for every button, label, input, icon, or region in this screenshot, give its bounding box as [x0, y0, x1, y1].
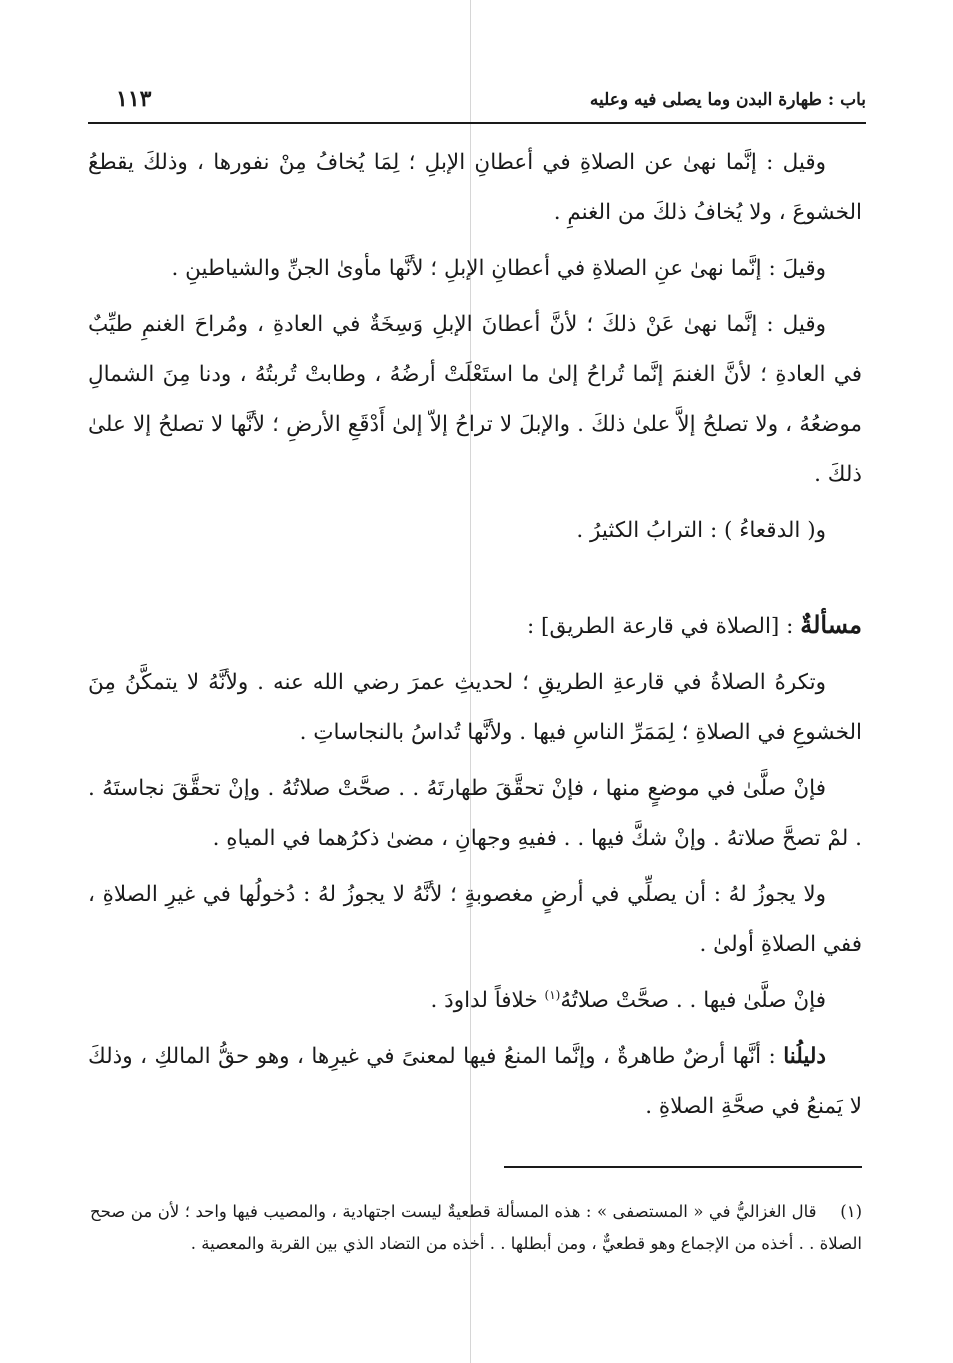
paragraph-8-text: فإنْ صلَّىٰ فيها . . صحَّتْ صلاتُهُ [560, 988, 826, 1013]
paragraph-8-tail: خلافاً لداودَ . [430, 988, 545, 1013]
paragraph-5: وتكرهُ الصلاةُ في قارعةِ الطريقِ ؛ لحديثِ عمرَ رضي الله عنه . ولأنَّهُ لا يتمكَّنُ مِنَ الخشوعِ في الصلاةِ ؛ لِمَمَرِّ الناسِ فيها . ولأنَّها تُداسُ بالنجاساتِ . [88, 670, 862, 745]
paragraph-1: وقيل : إنَّما نهىٰ عن الصلاةِ في أعطانِ الإبلِ ؛ لِمَا يُخافُ مِنْ نفورها ، وذلكَ يقطعُ الخشوعَ ، ولا يُخافُ ذلكَ من الغنمِ . [88, 150, 862, 225]
paragraph-7: ولا يجوزُ لهُ : أن يصلِّي في أرضٍ مغصوبةٍ ؛ لأنَّهُ لا يجوزُ لهُ : دُخولُها في غيرِ الصلاةِ ، ففي الصلاةِ أولىٰ . [88, 882, 862, 957]
page-header [88, 82, 866, 122]
masala-title: : [الصلاة في قارعة الطريق] : [526, 614, 794, 639]
page-number: ١١٣ [116, 86, 152, 112]
header-rule [88, 122, 866, 124]
footnote-text: قال الغزاليُّ في « المستصفى » : هذه المسألة قطعيةٌ ليست اجتهادية ، والمصيب فيها واحد ؛ لأن من صحح الصلاة . . أخذه من الإجماع وهو قطعيٌّ ، ومن أبطلها . . أخذه من التضاد الذي بين القربة والمعصية . [90, 1202, 862, 1253]
paragraph-9-text: : أنَّها أرضٌ طاهرةٌ ، وإنَّما المنعُ فيها لمعنىً في غيرِها ، وهو حقُّ المالكِ ، وذلكَ لا يَمنعُ في صحَّةِ الصلاةِ . [88, 1044, 862, 1119]
paragraph-4: و( الدقعاءُ ) : الترابُ الكثيرُ . [576, 518, 826, 543]
paragraph-6: فإنْ صلَّىٰ في موضعٍ منها ، فإنْ تحقَّقَ طهارتَهُ . . صحَّتْ صلاتُهُ . وإنْ تحقَّقَ نجاستَهُ . . لمْ تصحَّ صلاتهُ . وإنْ شكَّ فيها . . ففيهِ وجهانِ ، مضىٰ ذكرُهما في المياهِ . [88, 776, 862, 851]
footnote-rule [504, 1166, 862, 1168]
chapter-title: باب : طهارة البدن وما يصلى فيه وعليه [589, 90, 866, 110]
paragraph-9 [88, 1032, 862, 1132]
footnote [90, 1196, 862, 1260]
footnote-number: (١) [840, 1202, 862, 1221]
paragraph-3: وقيل : إنَّما نهىٰ عَنْ ذلكَ ؛ لأنَّ أعطانَ الإبلِ وَسِخَةٌ في العادةِ ، ومُراحَ الغنمِ طيِّبٌ في العادةِ ؛ لأنَّ الغنمَ إنَّما تُراحُ إلىٰ ما استَعْلَتْ أرضُهُ ، وطابتْ تُربتُهُ ، ودنا مِنَ الشمالِ موضعُهُ ، ولا تصلحُ إلاَّ علىٰ ذلكَ . والإبلَ لا تراحُ إلاّ إلىٰ أَدْقَعِ الأرضِ ؛ لأنَّها لا تصلحُ إلا علىٰ ذلكَ . [88, 312, 862, 487]
paragraph-8 [88, 976, 862, 1026]
masala-keyword: مسألةٌ [800, 610, 862, 639]
footnote-marker[interactable]: (١) [544, 987, 561, 1002]
main-text [88, 138, 862, 1138]
dalil-label: دليلُنا [783, 1044, 826, 1069]
paragraph-2: وقيلَ : إنَّما نهىٰ عنِ الصلاةِ في أعطانِ الإبلِ ؛ لأنَّها مأوىٰ الجنِّ والشياطينِ . [171, 256, 826, 281]
masala-heading [88, 600, 862, 652]
